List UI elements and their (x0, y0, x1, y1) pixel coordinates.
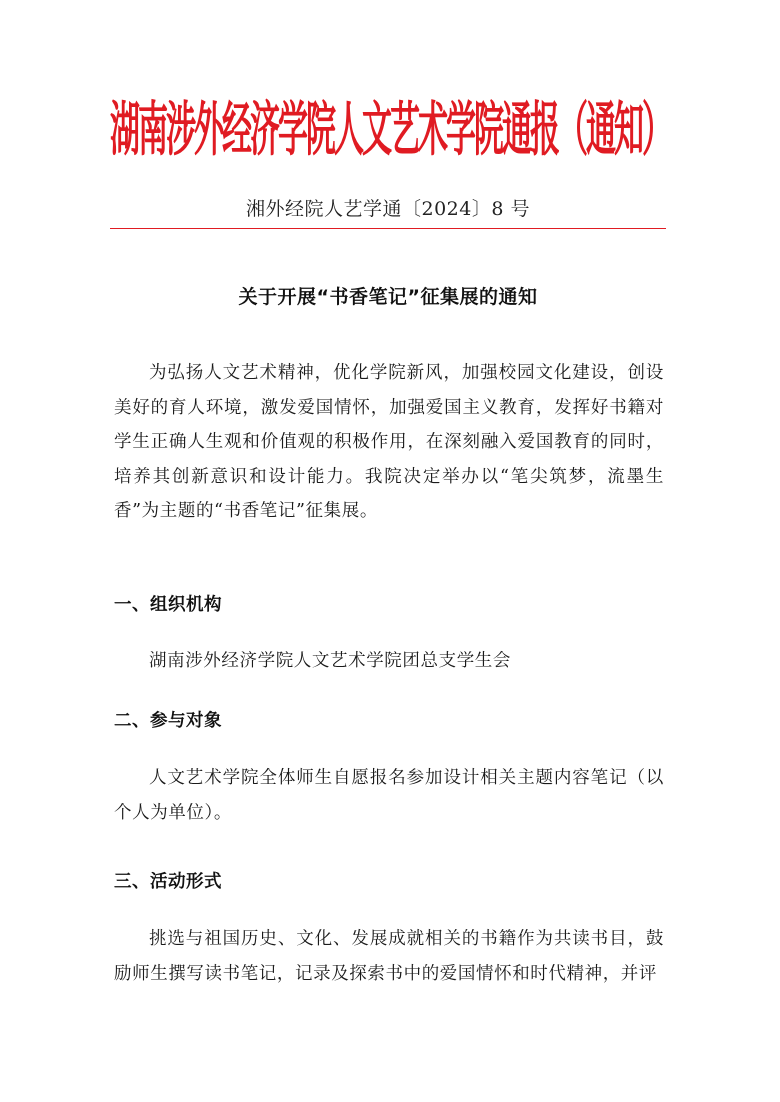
red-divider-line (110, 228, 666, 229)
section-heading-participants: 二、参与对象 (114, 711, 222, 731)
masthead (110, 78, 670, 186)
section-body-organization: 湖南涉外经济学院人文艺术学院团总支学生会 (149, 651, 511, 671)
section-body-activity-format: 挑选与祖国历史、文化、发展成就相关的书籍作为共读书目，鼓励师生撰写读书笔记，记录及探索书中的爱国情怀和时代精神，并评 (114, 929, 664, 984)
intro-paragraph: 为弘扬人文艺术精神，优化学院新风，加强校园文化建设，创设美好的育人环境，激发爱国情怀，加强爱国主义教育，发挥好书籍对学生正确人生观和价值观的积极作用，在深刻融入爱国教育的同时，培养其创新意识和设计能力。我院决定举办以“笔尖筑梦，流墨生香”为主题的“书香笔记”征集展。 (114, 363, 664, 521)
document-number: 湘外经院人艺学通〔2024〕8 号 (246, 198, 530, 220)
section-body-participants: 人文艺术学院全体师生自愿报名参加设计相关主题内容笔记（以个人为单位）。 (114, 768, 664, 823)
masthead-title: 湖南涉外经济学院人文艺术学院通报（通知） (110, 96, 670, 166)
notice-title: 关于开展“书香笔记”征集展的通知 (238, 286, 538, 308)
section-heading-organization: 一、组织机构 (114, 595, 222, 615)
section-heading-activity-format: 三、活动形式 (114, 872, 222, 892)
